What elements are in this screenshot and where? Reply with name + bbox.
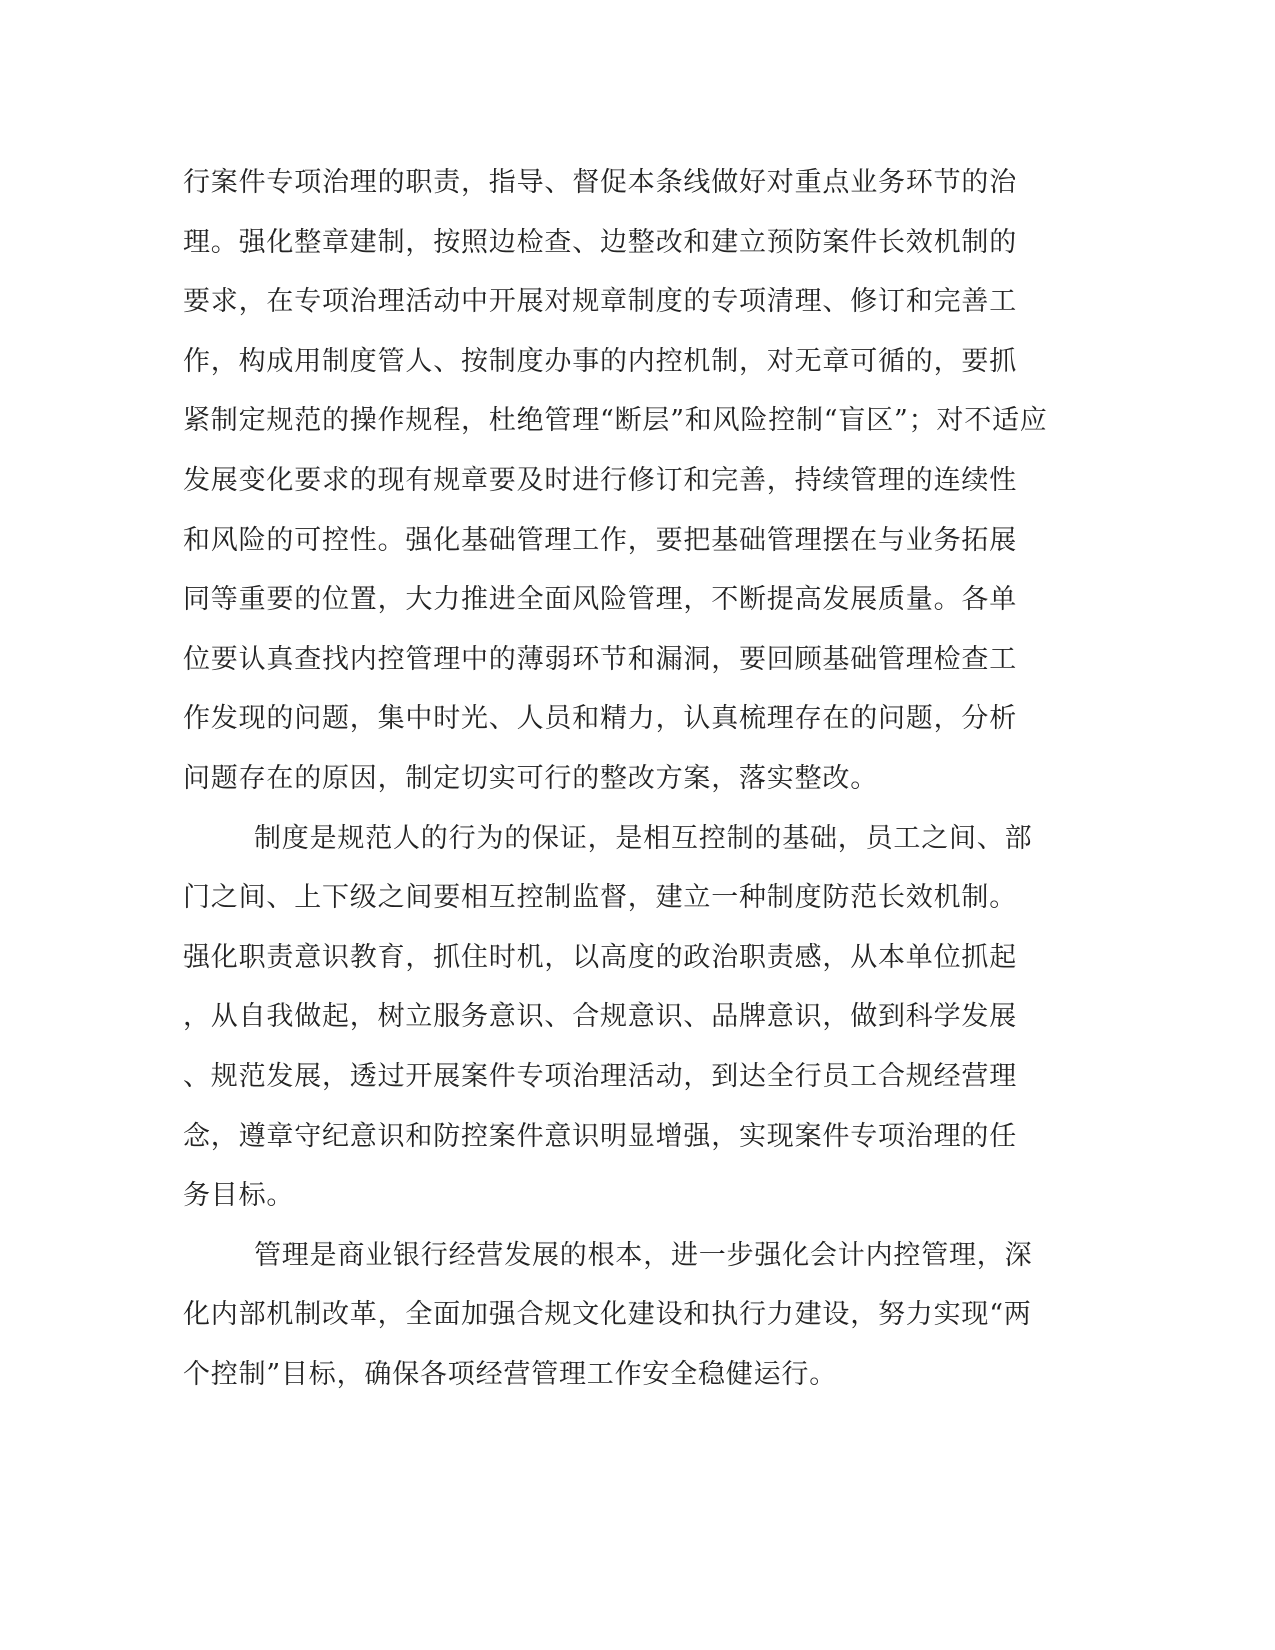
text-line: 化内部机制改革，全面加强合规文化建设和执行力建设，努力实现“两 <box>183 1299 1032 1331</box>
text-line: 制度是规范人的行为的保证，是相互控制的基础，员工之间、部 <box>254 822 1033 854</box>
text-line: 强化职责意识教育，抓住时机，以高度的政治职责感，从本单位抓起 <box>183 941 1017 973</box>
text-line: 门之间、上下级之间要相互控制监督，建立一种制度防范长效机制。 <box>183 882 1017 914</box>
text-line: 作，构成用制度管人、按制度办事的内控机制，对无章可循的，要抓 <box>183 345 1017 377</box>
text-line: 个控制”目标，确保各项经营管理工作安全稳健运行。 <box>183 1358 838 1390</box>
text-line: 理。强化整章建制，按照边检查、边整改和建立预防案件长效机制的 <box>183 226 1017 258</box>
document-body <box>183 163 1083 1414</box>
text-line: 念，遵章守纪意识和防控案件意识明显增强，实现案件专项治理的任 <box>183 1120 1017 1152</box>
text-line: 同等重要的位置，大力推进全面风险管理，不断提高发展质量。各单 <box>183 584 1017 616</box>
text-line: 务目标。 <box>183 1180 295 1212</box>
text-line: 位要认真查找内控管理中的薄弱环节和漏洞，要回顾基础管理检查工 <box>183 643 1017 675</box>
text-line: 问题存在的原因，制定切实可行的整改方案，落实整改。 <box>183 762 878 794</box>
text-line: 管理是商业银行经营发展的根本，进一步强化会计内控管理，深 <box>254 1239 1033 1271</box>
text-line: 作发现的问题，集中时光、人员和精力，认真梳理存在的问题，分析 <box>183 703 1017 735</box>
text-line: 发展变化要求的现有规章要及时进行修订和完善，持续管理的连续性 <box>183 464 1017 496</box>
text-line: 行案件专项治理的职责，指导、督促本条线做好对重点业务环节的治 <box>183 167 1017 198</box>
text-line: ，从自我做起，树立服务意识、合规意识、品牌意识，做到科学发展 <box>183 1001 1017 1033</box>
text-line: 、规范发展，透过开展案件专项治理活动，到达全行员工合规经营理 <box>183 1060 1017 1092</box>
text-line: 紧制定规范的操作规程，杜绝管理“断层”和风险控制“盲区”；对不适应 <box>183 405 1048 437</box>
text-line: 要求，在专项治理活动中开展对规章制度的专项清理、修订和完善工 <box>183 286 1017 318</box>
text-line: 和风险的可控性。强化基础管理工作，要把基础管理摆在与业务拓展 <box>183 524 1017 556</box>
